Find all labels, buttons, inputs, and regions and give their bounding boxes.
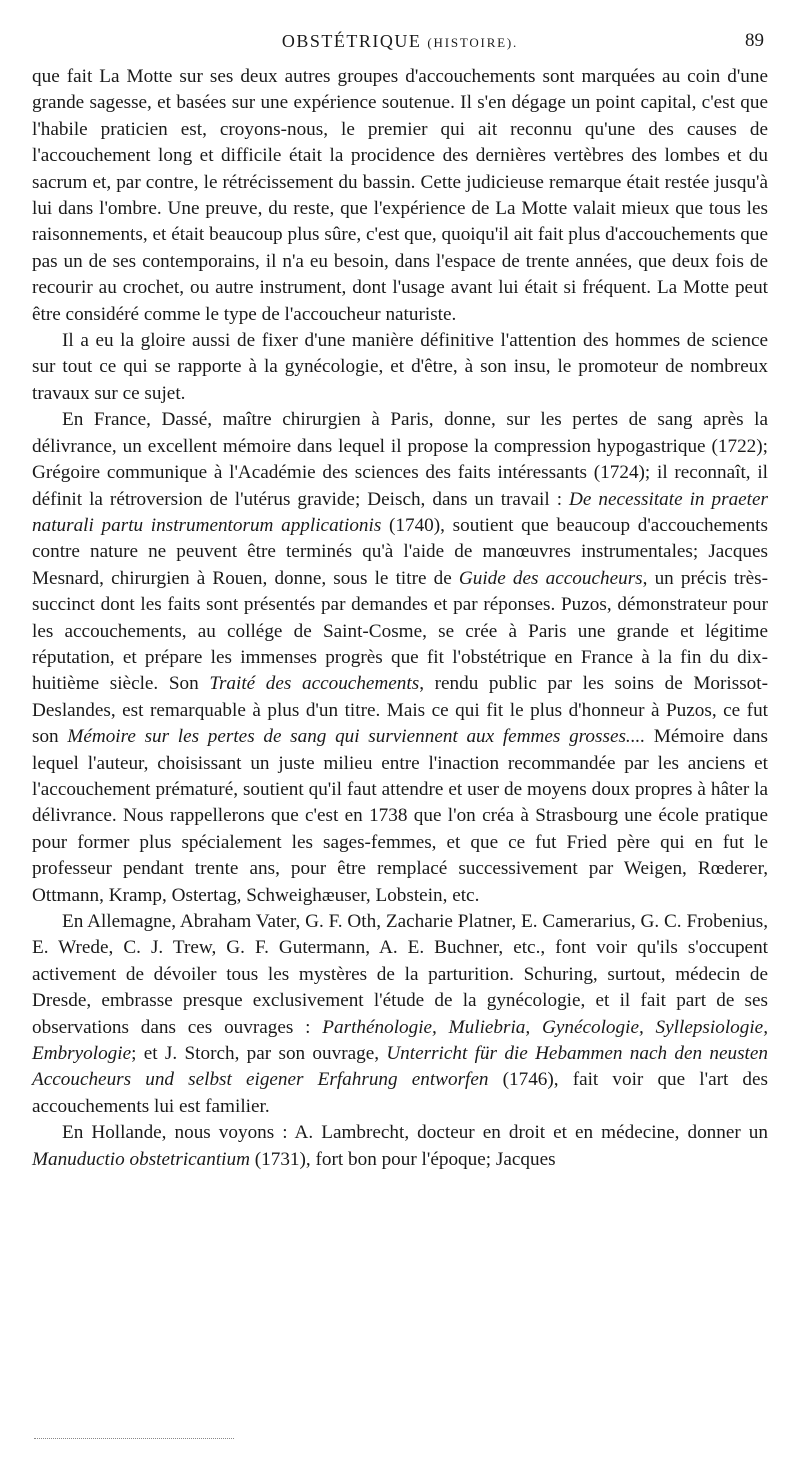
running-title — [32, 28, 768, 56]
italic-title: Guide des accoucheurs — [458, 567, 643, 589]
text-run: Il a eu la gloire aussi de fixer d'une manière définitive l'attention des hommes de science sur tout ce qui se rapporte à la gynécologie, et d'être, à son insu, le promoteur de nombreux travaux sur ce sujet. — [32, 330, 768, 404]
page — [32, 28, 768, 1173]
paragraph — [32, 328, 768, 407]
footer-rule — [34, 1438, 234, 1439]
paragraph — [32, 64, 768, 328]
paragraph — [32, 407, 768, 909]
header-subtitle: (HISTOIRE). — [427, 35, 519, 50]
text-run: , rendu public par les soins de Morissot-Deslandes, est remarquable à plus d'un titre. Mais ce qui fit le plus d'honneur à Puzos, ce fut son — [32, 673, 768, 748]
paragraph — [32, 1120, 768, 1173]
text-run: , un précis très-succinct dont les faits sont présentés par demandes et par réponses. Puzos, démonstrateur pour les accouchements, au collége de Saint-Cosme, se crée à Paris une grande et légitime réputation, et prépare les immenses progrès que fit l'obstétrique en France à la fin du dix-huitième siècle. Son — [32, 567, 768, 695]
italic-title: De necessitate in praeter naturali partu instrumentorum applicationis — [32, 488, 768, 536]
italic-title: Parthénologie, Muliebria, Gynécologie, Syllepsiologie, Embryologie — [32, 1016, 768, 1065]
text-run: (1740), soutient que beaucoup d'accouchements contre nature ne peuvent être terminés qu'à l'aide de manœuvres instrumentales; Jacques Mesnard, chirurgien à Rouen, donne, sous le titre de — [32, 514, 768, 589]
text-run: Mémoire dans lequel l'auteur, choisissant un juste milieu entre l'inaction recommandée par les anciens et l'accouchement prématuré, soutient qu'il faut attendre et user de moyens doux propres à hâter la délivrance. Nous rappellerons que c'est en 1738 que l'on créa à Strasbourg une école pratique pour former plus spécialement les sages-femmes, et que ce fut Fried père qui en fut le professeur pendant trente ans, pour être remplacé successivement par Weigen, Rœderer, Ottmann, Kramp, Ostertag, Schweighæuser, Lobstein, etc. — [32, 726, 768, 906]
text-run: que fait La Motte sur ses deux autres groupes d'accouchements sont marquées au coin d'une grande sagesse, et basées sur une expérience soutenue. Il s'en dégage un point capital, c'est que l'habile praticien est, croyons-nous, le premier qui ait reconnu qu'une des causes de l'accouchement long et difficile était la procidence des dernières vertèbres des lombes et du sacrum et, par contre, le rétrécissement du bassin. Cette judicieuse remarque était restée jusqu'à lui dans l'ombre. Une preuve, du reste, que l'expérience de La Motte valait mieux que tous les raisonnements, et était beaucoup plus sûre, c'est que, quoiqu'il ait fait plus d'accouchements que pas un de ses contemporains, il n'a eu besoin, dans l'espace de trente années, que deux fois de recourir au crochet, ou autre instrument, dont l'usage avant lui était si fréquent. La Motte peut être considéré comme le type de l'accoucheur naturiste. — [32, 66, 768, 325]
text-run: En France, Dassé, maître chirurgien à Paris, donne, sur les pertes de sang après la délivrance, un excellent mémoire dans lequel il propose la compression hypogastrique (1722); Grégoire communique à l'Académie des sciences des faits intéressants (1724); il reconnaît, il définit la rétroversion de l'utérus gravide; Deisch, dans un travail : — [32, 409, 768, 510]
italic-title: Traité des accouchements — [209, 673, 420, 695]
running-head — [32, 28, 768, 58]
italic-title: Unterricht für die Hebammen nach den neusten Accoucheurs und selbst eigener Erfahrung entworfen — [32, 1043, 768, 1091]
text-run: En Hollande, nous voyons : A. Lambrecht, docteur en droit et en médecine, donner un — [62, 1122, 768, 1144]
page-number: 89 — [745, 30, 764, 51]
italic-title: Manuductio obstetricantium — [32, 1148, 250, 1170]
paragraph — [32, 909, 768, 1120]
text-run: (1731), fort bon pour l'époque; Jacques — [249, 1148, 556, 1170]
text-run: En Allemagne, Abraham Vater, G. F. Oth, Zacharie Platner, E. Camerarius, G. C. Frobenius, E. Wrede, C. J. Trew, G. F. Gutermann, A. E. Buchner, etc., font voir qu'ils s'occupent activement de dévoiler tous les mystères de la parturition. Schuring, surtout, médecin de Dresde, embrasse presque exclusivement l'étude de la gynécologie, et il fait part de ses observations dans ces ouvrages : — [32, 911, 768, 1038]
header-title: OBSTÉTRIQUE — [281, 31, 422, 51]
text-run: (1746), fait voir que l'art des accouchements lui est familier. — [32, 1069, 769, 1117]
italic-title: Mémoire sur les pertes de sang qui surviennent aux femmes grosses.... — [67, 726, 646, 748]
body-text — [32, 64, 768, 1173]
text-run: ; et J. Storch, par son ouvrage, — [131, 1043, 387, 1065]
